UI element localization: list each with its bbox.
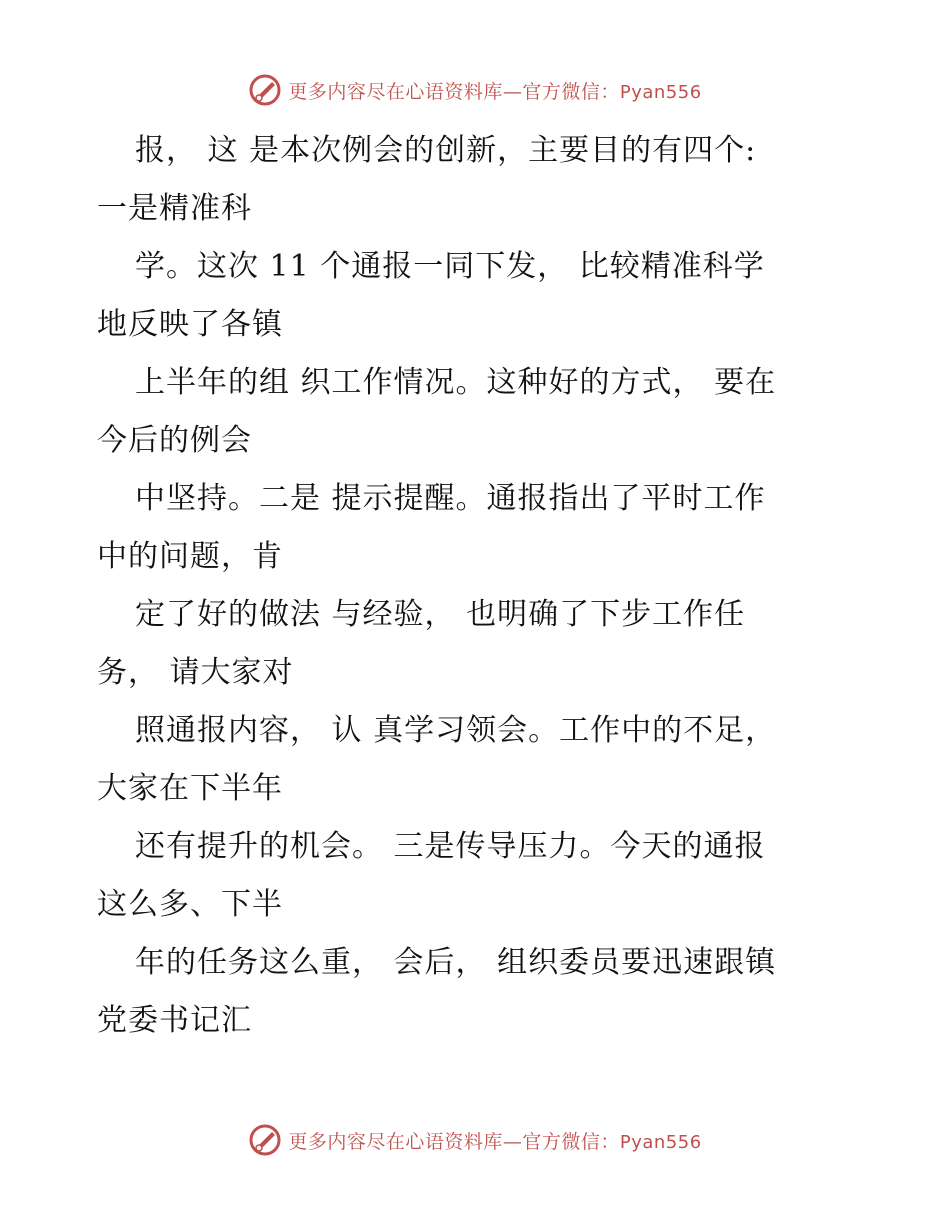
header-banner-id: Pyan556 [619,81,702,103]
text-line: 地反映了各镇 [97,307,283,342]
text-line: 还有提升的机会。 三是传导压力。今天的通报 [135,829,766,864]
text-line: 大家在下半年 [97,771,283,806]
logo-icon [248,1123,282,1157]
footer-banner-id: Pyan556 [619,1131,702,1153]
text-line: 报， 这 是本次例会的创新，主要目的有四个: [135,133,757,168]
text-line: 党委书记汇 [97,1003,252,1038]
text-line: 今后的例会 [97,423,252,458]
header-banner-text: 更多内容尽在心语资料库—官方微信：Pyan556 [288,80,702,103]
text-line: 这么多、下半 [97,887,283,922]
text-line: 定了好的做法 与经验， 也明确了下步工作任 [135,597,746,632]
footer-banner-text: 更多内容尽在心语资料库—官方微信：Pyan556 [288,1130,702,1153]
text-line: 学。这次 11 个通报一同下发， 比较精准科学 [135,249,765,284]
text-line: 务， 请大家对 [97,655,294,690]
text-line: 上半年的组 织工作情况。这种好的方式， 要在 [135,365,777,400]
document-body [97,122,857,1050]
text-line: 照通报内容， 认 真学习领会。工作中的不足， [135,713,777,748]
text-line: 中坚持。二是 提示提醒。通报指出了平时工作 [135,481,766,516]
logo-icon [248,73,282,107]
text-line: 一是精准科 [97,191,252,226]
text-line: 年的任务这么重， 会后， 组织委员要迅速跟镇 [135,945,777,980]
text-line: 中的问题，肯 [97,539,283,574]
header-banner [0,70,950,110]
footer-banner [0,1120,950,1160]
